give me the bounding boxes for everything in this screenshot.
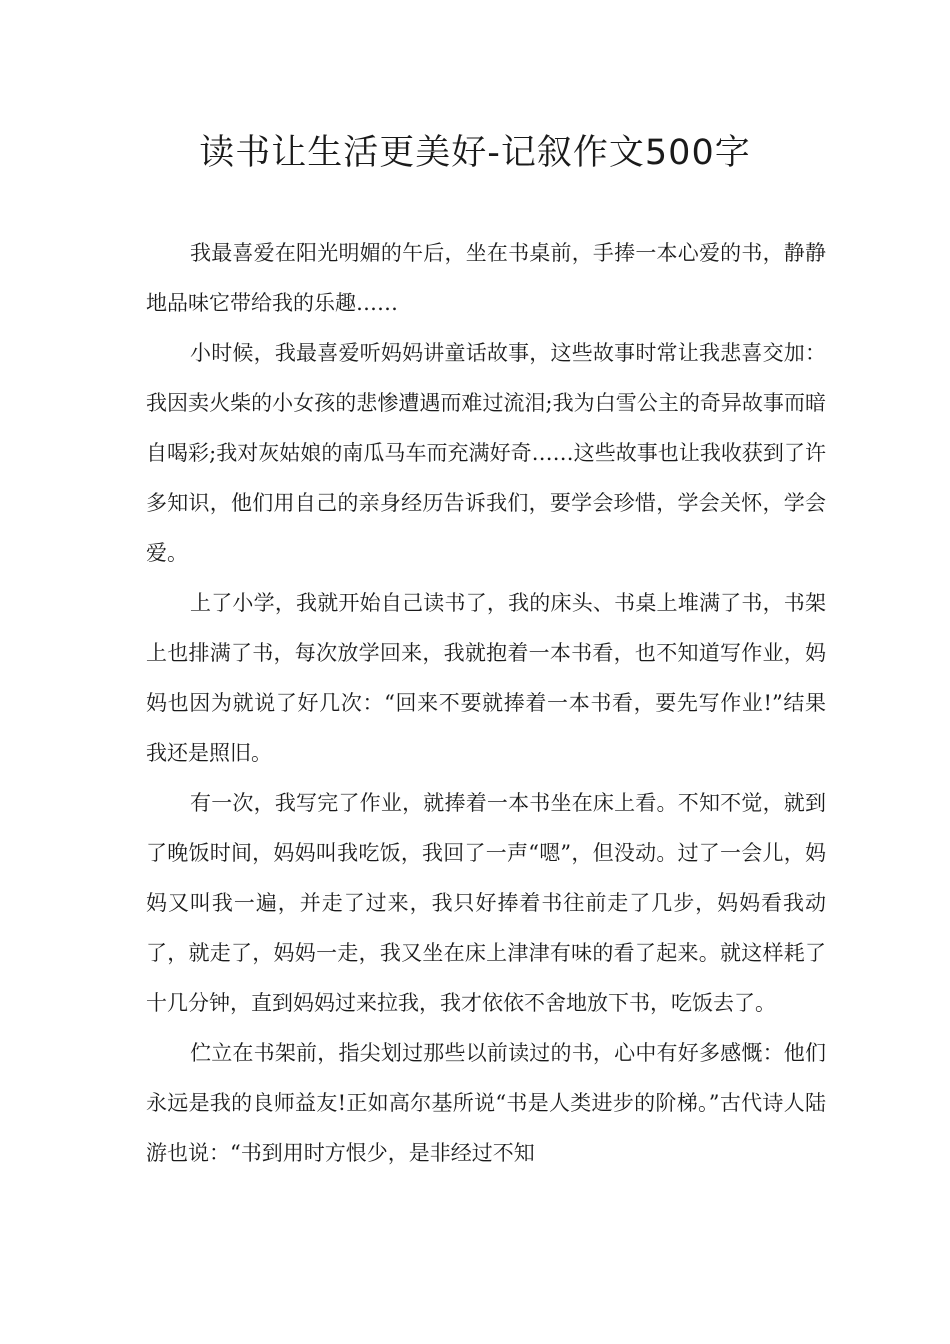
paragraph: 小时候，我最喜爱听妈妈讲童话故事，这些故事时常让我悲喜交加：我因卖火柴的小女孩的悲惨遭遇而难过流泪;我为白雪公主的奇异故事而暗自喝彩;我对灰姑娘的南瓜马车而充满好奇……这些故事也让我收获到了许多知识，他们用自己的亲身经历告诉我们，要学会珍惜，学会关怀，学会爱。 [146,341,826,565]
paragraph: 有一次，我写完了作业，就捧着一本书坐在床上看。不知不觉，就到了晚饭时间，妈妈叫我吃饭，我回了一声“嗯”，但没动。过了一会儿，妈妈又叫我一遍，并走了过来，我只好捧着书往前走了几步，妈妈看我动了，就走了，妈妈一走，我又坐在床上津津有味的看了起来。就这样耗了十几分钟，直到妈妈过来拉我，我才依依不舍地放下书，吃饭去了。 [146,791,826,1015]
paragraph: 伫立在书架前，指尖划过那些以前读过的书，心中有好多感慨：他们永远是我的良师益友!正如高尔基所说“书是人类进步的阶梯。”古代诗人陆游也说：“书到用时方恨少，是非经过不知 [146,1041,826,1165]
document-body [146,228,826,1178]
document-title: 读书让生活更美好-记叙作文500字 [199,133,751,173]
paragraph: 我最喜爱在阳光明媚的午后，坐在书桌前，手捧一本心爱的书，静静地品味它带给我的乐趣…… [146,241,826,315]
paragraph: 上了小学，我就开始自己读书了，我的床头、书桌上堆满了书，书架上也排满了书，每次放学回来，我就抱着一本书看，也不知道写作业，妈妈也因为就说了好几次：“回来不要就捧着一本书看，要先写作业!”结果我还是照旧。 [146,591,826,765]
